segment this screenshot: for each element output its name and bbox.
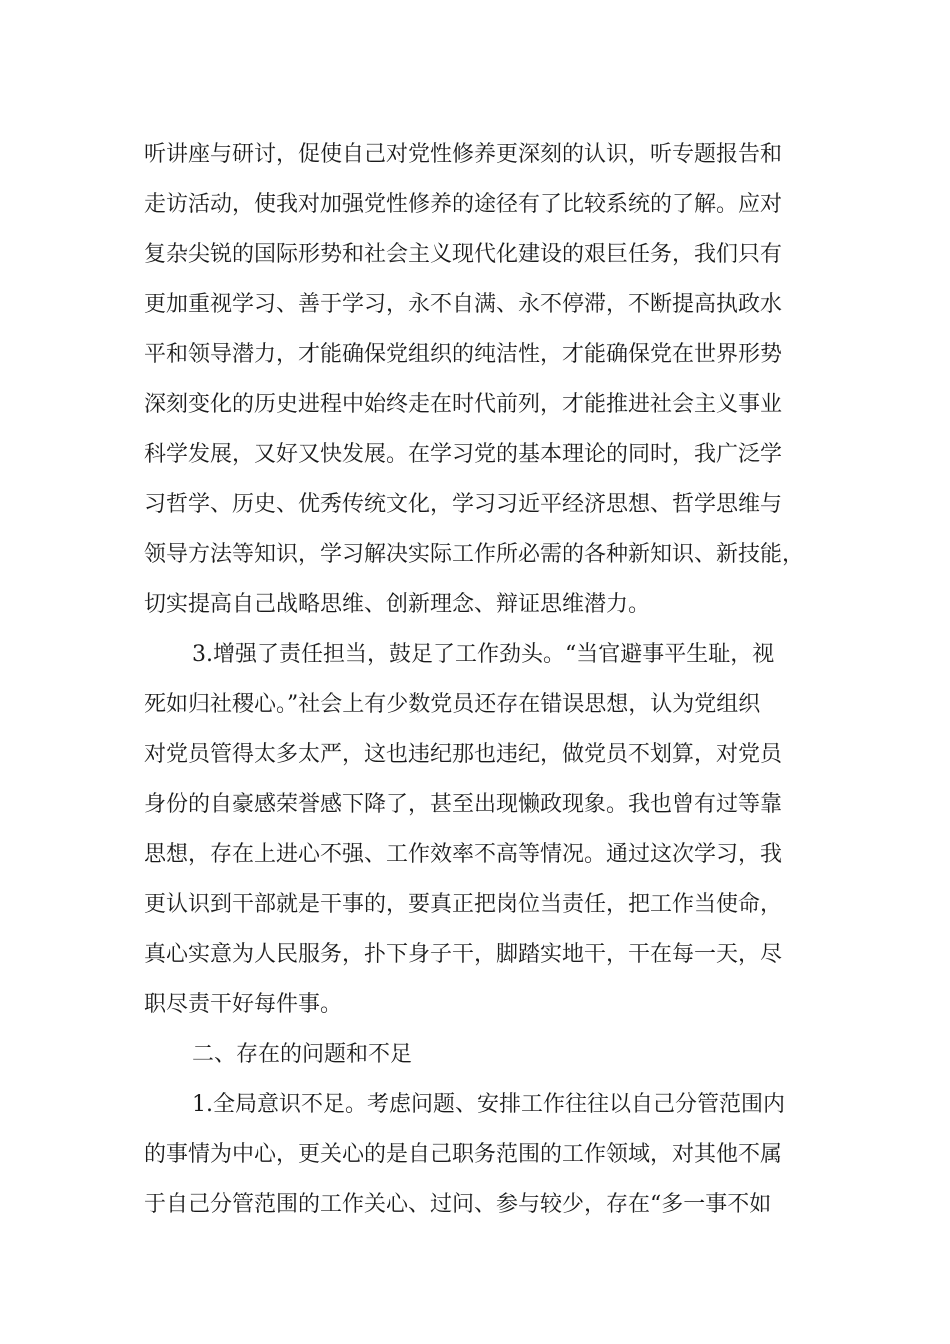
text-line: 复杂尖锐的国际形势和社会主义现代化建设的艰巨任务，我们只有 <box>144 242 783 267</box>
text-line: 科学发展，又好又快发展。在学习党的基本理论的同时，我广泛学 <box>144 442 783 467</box>
text-line: 切实提高自己战略思维、创新理念、辩证思维潜力。 <box>144 592 651 617</box>
text-line: 深刻变化的历史进程中始终走在时代前列，才能推进社会主义事业 <box>144 392 783 417</box>
text-line: 走访活动，使我对加强党性修养的途径有了比较系统的了解。应对 <box>144 192 783 217</box>
text-line: 听讲座与研讨，促使自己对党性修养更深刻的认识，听专题报告和 <box>144 142 783 167</box>
section-point-heading: 1.全局意识不足。考虑问题、安排工作往往以自己分管范围内 <box>192 1092 785 1117</box>
section-heading: 二、存在的问题和不足 <box>192 1042 413 1067</box>
text-line: 身份的自豪感荣誉感下降了，甚至出现懒政现象。我也曾有过等靠 <box>144 792 783 817</box>
text-line: 习哲学、历史、优秀传统文化，学习习近平经济思想、哲学思维与 <box>144 492 783 517</box>
text-line: 平和领导潜力，才能确保党组织的纯洁性，才能确保党在世界形势 <box>144 342 783 367</box>
text-line: 真心实意为人民服务，扑下身子干，脚踏实地干，干在每一天，尽 <box>144 942 783 967</box>
text-line: 思想，存在上进心不强、工作效率不高等情况。通过这次学习，我 <box>144 842 783 867</box>
text-line: 死如归社稷心。”社会上有少数党员还存在错误思想，认为党组织 <box>144 692 761 717</box>
text-line: 更加重视学习、善于学习，永不自满、永不停滞，不断提高执政水 <box>144 292 783 317</box>
text-line: 对党员管得太多太严，这也违纪那也违纪，做党员不划算，对党员 <box>144 742 783 767</box>
text-line: 于自己分管范围的工作关心、过问、参与较少，存在“多一事不如 <box>144 1192 772 1217</box>
text-line: 更认识到干部就是干事的，要真正把岗位当责任，把工作当使命， <box>144 892 783 917</box>
text-line: 领导方法等知识，学习解决实际工作所必需的各种新知识、新技能， <box>144 542 805 567</box>
text-line: 的事情为中心，更关心的是自己职务范围的工作领域，对其他不属 <box>144 1142 783 1167</box>
document-body <box>144 130 804 1230</box>
section-point-heading: 3.增强了责任担当，鼓足了工作劲头。“当官避事平生耻，视 <box>192 642 775 667</box>
text-line: 职尽责干好每件事。 <box>144 992 343 1017</box>
